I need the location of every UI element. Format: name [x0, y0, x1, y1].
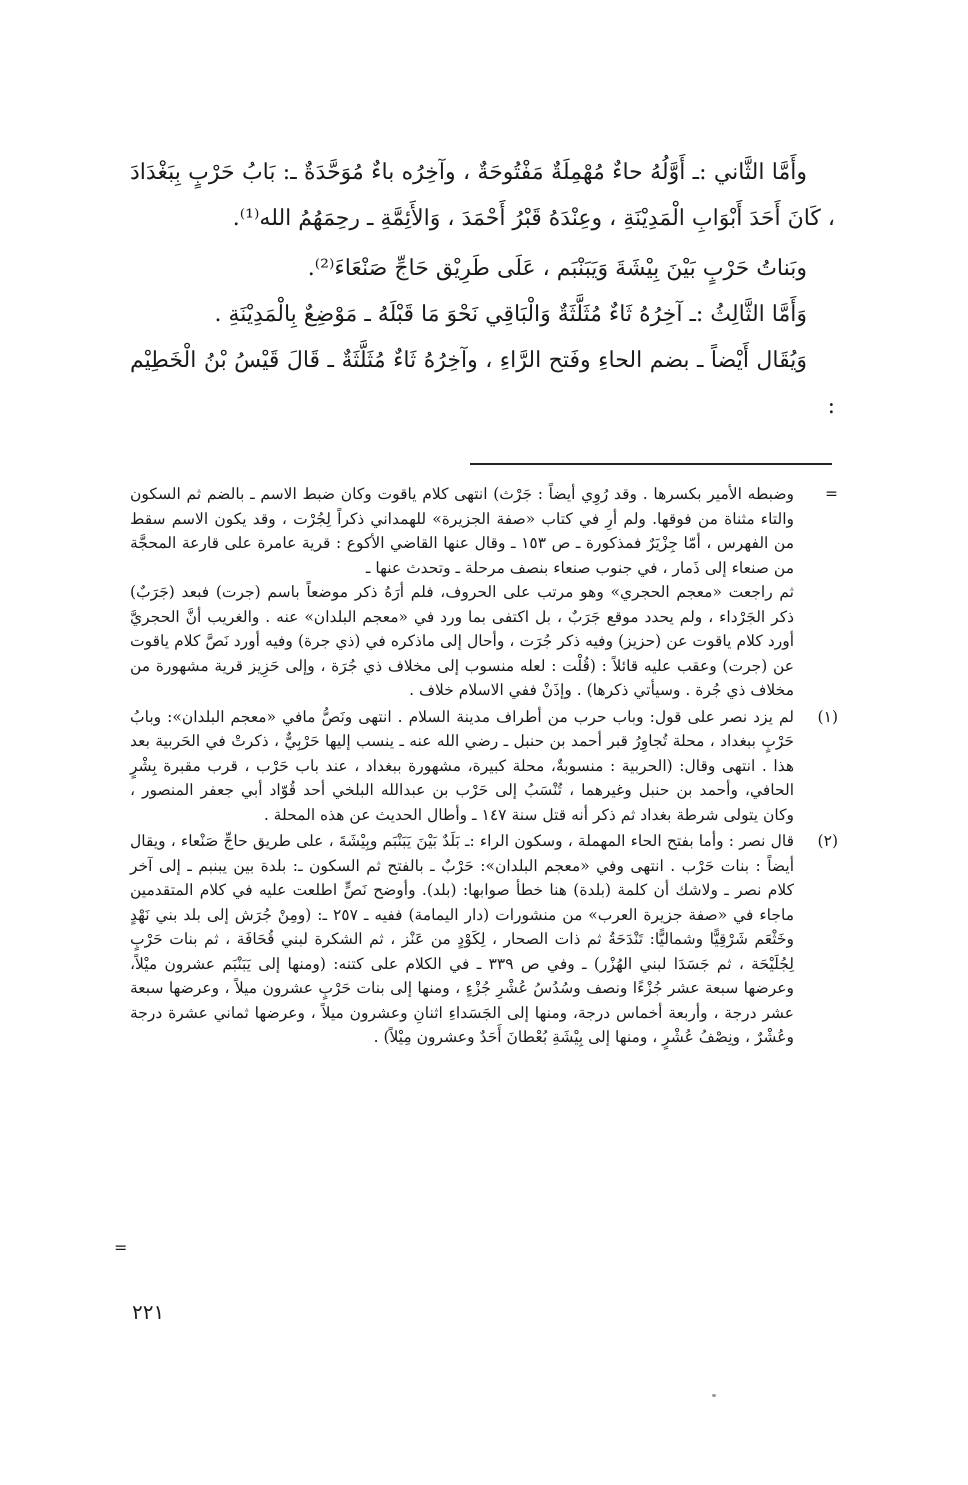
main-text [130, 150, 835, 430]
main-paragraph: وبَناتُ حَرْبٍ بَيْنَ بِيْشَةَ وَيَبَنْبَم ، عَلَى طَرِيْق حَاجِّ صَنْعَاءَ⁽²⁾. [307, 256, 807, 281]
footnote-marker: (٢) [817, 832, 838, 850]
footnote-continuation [130, 482, 838, 703]
footnote-paragraph: وضبطه الأمير بكسرها . وقد رُوِي أيضاً : جَرْث) انتهى كلام ياقوت وكان ضبط الاسم ـ بالضم ثم السكون والتاء مثناة من فوقها. ولم أرِ في كتاب «صفة الجزيرة» للهمداني ذكراً لِجُرْت ، وقد يكون الاسم سقط من الفهرس ، أمّا جِزْيَرٌ فمذكورة ـ ص ١٥٣ ـ وقال عنها القاضي الأكوع : قرية عامرة على قارعة المحجَّة من صنعاء إلى ذَمار ، في جنوب صنعاء بنصف مرحلة ـ وتحدث عنها ـ [130, 485, 795, 577]
scan-speck [712, 1394, 716, 1397]
footnote-text: لم يزد نصر على قول: وباب حرب من أطراف مدينة السلام . انتهى ونَصُّ مافي «معجم البلدان»: وبابُ حَرْبٍ ببغداد ، محلة تُجاوِرُ قبر أحمد بن حنبل ـ رضي الله عنه ـ ينسب إليها حَرْبِيٌّ ، ذكرتْ في الحَربية بعد هذا . انتهى وقال: (الحربية : منسوبةٌ، محلة كبيرة، مشهورة ببغداد ، عند باب حَرْب ، قرب مقبرة بِشْرٍ الحافي، وأحمد بن حنبل وغيرهما ، تُنْسَبُ إلى حَرْب بن عبدالله البلخي أحد قُوّاد أبي جعفر المنصور ، وكان يتولى شرطة بغداد ثم ذكر أنه قتل سنة ١٤٧ ـ وأطال الحديث عن هذه المحلة . [130, 707, 794, 824]
footnote-paragraph: ثم راجعت «معجم الحجري» وهو مرتب على الحروف، فلم أرَهُ ذكر موضعاً باسم (جرت) فبعد (جَرَبٌ) ذكر الجَرْداء ، ولم يحدد موقع جَرَبٌ ، بل اكتفى بما ورد في «معجم البلدان» عنه . والغريب أنَّ الحجريَّ أورد كلام ياقوت عن (حزيز) وفيه ذكر جُرَت ، وأحال إلى ماذكره في (ذي جرة) وفيه أورد نَصَّ كلام ياقوت عن (جرت) وعقب عليه قائلاً : (قُلْت : لعله منسوب إلى مخلاف ذي جُرَة ، وإلى حَزِيز قرية مشهورة من مخلاف ذي جُرة . وسيأتي ذكرها) . وإذَنْ ففي الاسلام خلاف . [130, 583, 794, 699]
footnotes [130, 482, 838, 1050]
main-paragraph: وَيُقَال أَيْضاً ـ بضم الحاءِ وفَتح الرَّاءِ ، وآخِرُهُ ثَاءٌ مُثَلَّثَةٌ ـ قَالَ قَيْسُ بْنُ الْخَطِيْم : [130, 348, 835, 419]
footnote-separator [470, 463, 832, 465]
main-paragraph: وَأَمَّا الثَّالِثُ :ـ آخِرُهُ ثَاءٌ مُثَلَّثَةٌ وَالْبَاقِي نَحْوَ مَا قَبْلَهُ ـ مَوْضِعٌ بِالْمَدِيْنَةِ . [214, 302, 807, 327]
main-paragraph: وأَمَّا الثَّاني :ـ أَوَّلُهُ حاءٌ مُهْمِلَةٌ مَفْتُوحَةٌ ، وآخِرُه باءٌ مُوَحَّدَةٌ ـ: بَابُ حَرْبٍ بِبَغْدَادَ ، كَانَ أَحَدَ أَبْوَابِ الْمَدِيْنَةِ ، وعِنْدَهُ قَبْرُ أَحْمَدَ ، وَالأَئِمَّةِ ـ رحِمَهُمُ الله⁽¹⁾. [130, 160, 835, 231]
page-number: ٢٢١ [132, 1300, 165, 1324]
footnote-marker: (١) [817, 707, 838, 726]
footnote-1 [130, 705, 838, 828]
footnote-2 [130, 829, 838, 1050]
continuation-marker: = [825, 485, 838, 503]
continues-marker: = [114, 1238, 128, 1257]
footnote-text: قال نصر : وأما بفتح الحاء المهملة ، وسكون الراء :ـ بَلَدٌ بَيْنَ يَبَنْبَم وبِيْشَةَ ، على طريق حاجِّ صَنْعاء ، ويقال أيضاً : بنات حَرْب . انتهى وفي «معجم البلدان»: حَرْبٌ ـ بالفتح ثم السكون ـ: بلدة بين يبنبم ـ إلى آخر كلام نصر ـ ولاشك أن كلمة (بلدة) هنا خطأ صوابها: (بلد). وأوضح نَصٍّ اطلعت عليه في كلام المتقدمين ماجاء في «صفة جزيرة العرب» من منشورات (دار اليمامة) ففيه ـ ٢٥٧ ـ: (ومِنْ جُرَش إلى بلد بني نَهْدٍ وخَثْعَم شَرْقِيًّا وشماليًّا: تَنْدَحَةُ ثم ذات الصحار ، لِكَوْدٍ من عَنْز ، ثم الشكرة لبني قُحَافَة ، ثم بنات حَرْبٍ لِجُلَيْحَة ، ثم جَسَدَا لبني الهُزْر) ـ وفي ص ٣٣٩ ـ في الكلام على كتنه: (ومنها إلى يَبَنْبَم عشرون ميْلاً، وعرضها سبعة عشر جُزْءًا ونصف وسُدُسُ عُشْرِ جُزْءٍ ، ومنها إلى بنات حَرْبٍ عشرون ميلاً ، وعرضها سبعة عشر درجة ، وأربعة أخماس درجة، ومنها إلى الجَسَداءِ اثنانِ وعشرون ميلاً ، وعرضها ثماني عشرة درجة وعُشْرٌ ، ونِصْفُ عُشْرٍ ، ومنها إلى بِيْشَةِ بُعْطانَ أَحَدٌ وعشرون مِيْلاً) . [130, 832, 794, 1046]
